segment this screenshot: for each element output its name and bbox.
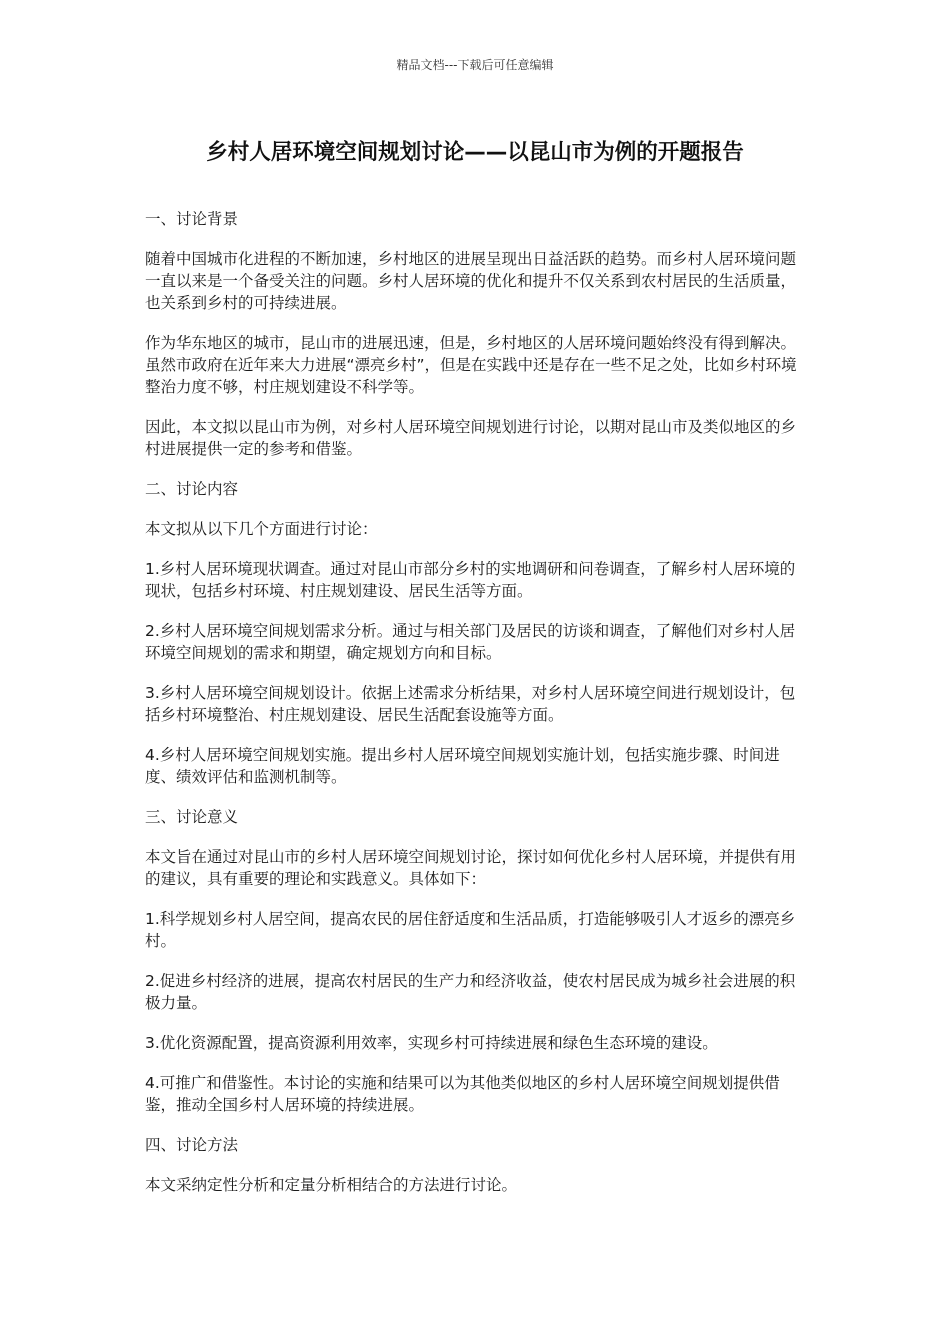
list-item: 2.乡村人居环境空间规划需求分析。通过与相关部门及居民的访谈和调查，了解他们对乡村人居环境空间规划的需求和期望，确定规划方向和目标。 <box>145 622 796 662</box>
paragraph: 本文拟从以下几个方面进行讨论： <box>145 520 378 538</box>
page-header: 精品文档---下载后可任意编辑 <box>396 58 554 72</box>
paragraph: 本文采纳定性分析和定量分析相结合的方法进行讨论。 <box>145 1176 518 1194</box>
section-heading-background: 一、讨论背景 <box>145 210 239 228</box>
section-heading-content: 二、讨论内容 <box>145 480 239 498</box>
list-item: 3.优化资源配置，提高资源利用效率，实现乡村可持续进展和绿色生态环境的建设。 <box>145 1034 718 1052</box>
section-heading-significance: 三、讨论意义 <box>145 808 239 826</box>
list-item: 1.乡村人居环境现状调查。通过对昆山市部分乡村的实地调研和问卷调查，了解乡村人居环境的现状，包括乡村环境、村庄规划建设、居民生活等方面。 <box>145 560 796 600</box>
list-item: 1.科学规划乡村人居空间，提高农民的居住舒适度和生活品质，打造能够吸引人才返乡的漂亮乡村。 <box>145 910 796 950</box>
paragraph: 随着中国城市化进程的不断加速，乡村地区的进展呈现出日益活跃的趋势。而乡村人居环境问题一直以来是一个备受关注的问题。乡村人居环境的优化和提升不仅关系到农村居民的生活质量，也关系到乡村的可持续进展。 <box>145 250 797 312</box>
paragraph: 本文旨在通过对昆山市的乡村人居环境空间规划讨论，探讨如何优化乡村人居环境，并提供有用的建议，具有重要的理论和实践意义。具体如下： <box>145 848 797 888</box>
document-title: 乡村人居环境空间规划讨论——以昆山市为例的开题报告 <box>206 140 744 165</box>
document-body <box>145 208 805 1214</box>
list-item: 2.促进乡村经济的进展，提高农村居民的生产力和经济收益，使农村居民成为城乡社会进展的积极力量。 <box>145 972 796 1012</box>
list-item: 3.乡村人居环境空间规划设计。依据上述需求分析结果，对乡村人居环境空间进行规划设计，包括乡村环境整治、村庄规划建设、居民生活配套设施等方面。 <box>145 684 796 724</box>
list-item: 4.可推广和借鉴性。本讨论的实施和结果可以为其他类似地区的乡村人居环境空间规划提供借鉴，推动全国乡村人居环境的持续进展。 <box>145 1074 780 1114</box>
section-heading-method: 四、讨论方法 <box>145 1136 239 1154</box>
list-item: 4.乡村人居环境空间规划实施。提出乡村人居环境空间规划实施计划，包括实施步骤、时间进度、绩效评估和监测机制等。 <box>145 746 780 786</box>
paragraph: 作为华东地区的城市，昆山市的进展迅速，但是，乡村地区的人居环境问题始终没有得到解决。虽然市政府在近年来大力进展“漂亮乡村”，但是在实践中还是存在一些不足之处，比如乡村环境整治力度不够，村庄规划建设不科学等。 <box>145 334 797 396</box>
paragraph: 因此，本文拟以昆山市为例，对乡村人居环境空间规划进行讨论，以期对昆山市及类似地区的乡村进展提供一定的参考和借鉴。 <box>145 418 797 458</box>
